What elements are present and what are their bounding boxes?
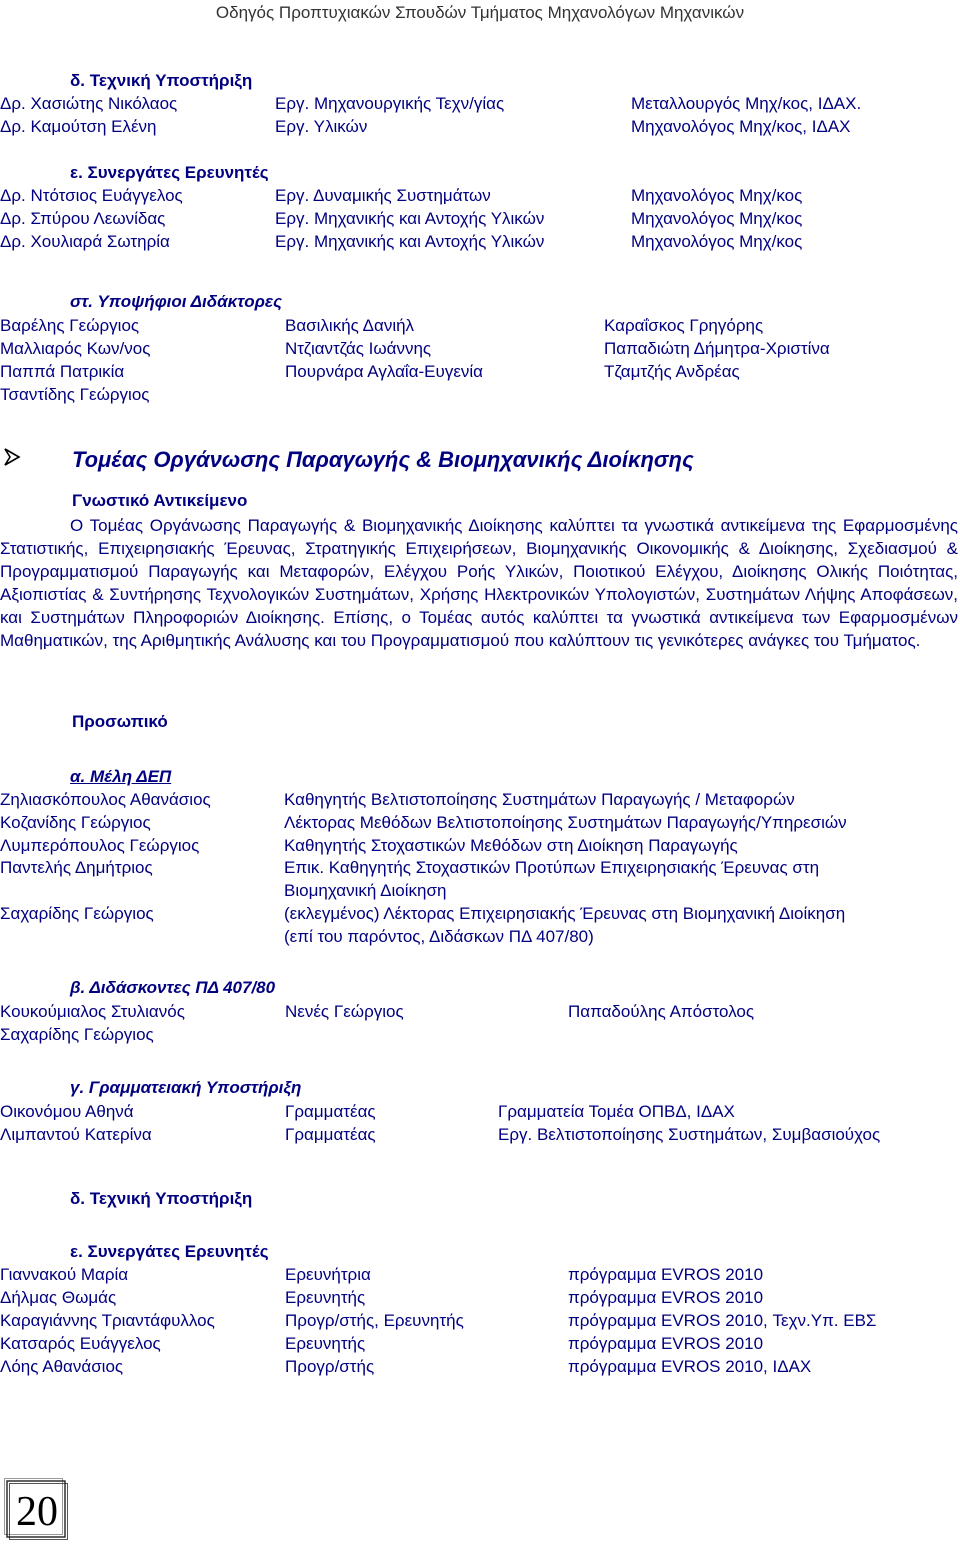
researcher-name: Καραγιάννης Τριαντάφυλλος xyxy=(0,1311,215,1330)
researcher-name: Δήλμας Θωμάς xyxy=(0,1288,117,1307)
researcher-role: Ερευνητής xyxy=(285,1288,366,1307)
phd-name: Βαρέλης Γεώργιος xyxy=(0,316,140,335)
dep-title-text: Βιομηχανική Διοίκηση xyxy=(284,881,447,900)
researcher-role: Προγρ/στής xyxy=(285,1357,375,1376)
phd-name: Τσαντίδης Γεώργιος xyxy=(0,385,150,404)
phd-name: Τζαμτζής Ανδρέας xyxy=(604,362,740,381)
phd-title: στ. Υποψήφιοι Διδάκτορες xyxy=(70,292,283,311)
dep-name: Παντελής Δημήτριος xyxy=(0,858,153,877)
arrow-bullet-icon xyxy=(2,447,22,467)
secretary-name: Λιμπαντού Κατερίνα xyxy=(0,1125,152,1144)
running-header: Οδηγός Προπτυχιακών Σπουδών Τμήματος Μηχανολόγων Μηχανικών xyxy=(215,3,745,22)
collab-row-role: Μηχανολόγος Μηχ/κος xyxy=(631,232,803,251)
scope-paragraph xyxy=(0,514,958,652)
phd-name: Παππά Πατρικία xyxy=(0,362,125,381)
phd-name: Πουρνάρα Αγλαΐα-Ευγενία xyxy=(285,362,483,381)
dep-name: Ζηλιασκόπουλος Αθανάσιος xyxy=(0,790,211,809)
secretary-name: Οικονόμου Αθηνά xyxy=(0,1102,134,1121)
phd-name: Μαλλιαρός Κων/νος xyxy=(0,339,151,358)
tech-row-lab: Εργ. Υλικών xyxy=(275,117,368,136)
pd-name: Νενές Γεώργιος xyxy=(285,1002,404,1021)
researcher-role: Ερευνητής xyxy=(285,1334,366,1353)
dep-title-text: (εκλεγμένος) Λέκτορας Επιχειρησιακής Έρευνας στη Βιομηχανική Διοίκηση xyxy=(284,904,846,923)
researcher-role: Προγρ/στής, Ερευνητής xyxy=(285,1311,464,1330)
phd-name: Ντζιαντζάς Ιωάννης xyxy=(285,339,432,358)
researcher-name: Γιαννακού Μαρία xyxy=(0,1265,129,1284)
dep-title-text: Καθηγητής Στοχαστικών Μεθόδων στη Διοίκηση Παραγωγής xyxy=(284,836,738,855)
collab-row-lab: Εργ. Δυναμικής Συστημάτων xyxy=(275,186,491,205)
scope-text: Ο Τομέας Οργάνωσης Παραγωγής & Βιομηχανικής Διοίκησης καλύπτει τα γνωστικά αντικείμενα της Εφαρμοσμένης Στατιστικής, Επιχειρησιακής Έρευνας, Στρατηγικής Επιχειρήσεων, Βιομηχανικής Οικονομικής & Διοίκησης, Σχεδιασμού & Προγραμματισμού Παραγωγής και Μεταφορών, Ελέγχου Ροής Υλικών, Ποιοτικού Ελέγχου, Διοίκησης Ολικής Ποιότητας, Αξιοπιστίας & Συντήρησης Τεχνολογικών Συστημάτων, Χρήσης Ηλεκτρονικών Υπολογιστών, Συστημάτων Λήψης Αποφάσεων, και Συστημάτων Πληροφοριών Διοίκησης. Επίσης, ο Τομέας αυτός καλύπτει τα γνωστικά αντικείμενα των Εφαρμοσμένων Μαθηματικών, της Αριθμητικής Ανάλυσης και του Προγραμματισμού που καλύπτουν τις γενικότερες ανάγκες του Τμήματος. xyxy=(0,516,958,650)
dep-title-text: Επικ. Καθηγητής Στοχαστικών Προτύπων Επιχειρησιακής Έρευνας στη xyxy=(284,858,820,877)
dep-title-text: (επί του παρόντος, Διδάσκων ΠΔ 407/80) xyxy=(284,927,594,946)
dep-title-text: Λέκτορας Μεθόδων Βελτιστοποίησης Συστημάτων Παραγωγής/Υπηρεσιών xyxy=(284,813,847,832)
collab-row-lab: Εργ. Μηχανικής και Αντοχής Υλικών xyxy=(275,209,545,228)
dep-title: α. Μέλη ΔΕΠ xyxy=(70,767,172,786)
pd-name: Παπαδούλης Απόστολος xyxy=(568,1002,755,1021)
tech-support-title: δ. Τεχνική Υποστήριξη xyxy=(70,71,253,90)
researcher-program: πρόγραμμα EVROS 2010 xyxy=(568,1265,764,1284)
tech-row-lab: Εργ. Μηχανουργικής Τεχν/γίας xyxy=(275,94,505,113)
phd-name: Καραΐσκος Γρηγόρης xyxy=(604,316,764,335)
collab-row-lab: Εργ. Μηχανικής και Αντοχής Υλικών xyxy=(275,232,545,251)
sector-tech-title: δ. Τεχνική Υποστήριξη xyxy=(70,1189,253,1208)
scope-heading: Γνωστικό Αντικείμενο xyxy=(72,491,248,510)
dep-name: Σαχαρίδης Γεώργιος xyxy=(0,904,154,923)
dep-name: Κοζανίδης Γεώργιος xyxy=(0,813,151,832)
secretary-role: Γραμματέας xyxy=(285,1125,376,1144)
researcher-program: πρόγραμμα EVROS 2010 xyxy=(568,1334,764,1353)
researcher-name: Λόης Αθανάσιος xyxy=(0,1357,124,1376)
collab-title: ε. Συνεργάτες Ερευνητές xyxy=(70,163,269,182)
secretary-role: Γραμματέας xyxy=(285,1102,376,1121)
phd-name: Παπαδιώτη Δήμητρα-Χριστίνα xyxy=(604,339,830,358)
pd-title: β. Διδάσκοντες ΠΔ 407/80 xyxy=(70,978,276,997)
dep-title-text: Καθηγητής Βελτιστοποίησης Συστημάτων Παραγωγής / Μεταφορών xyxy=(284,790,795,809)
page-number: 20 xyxy=(16,1489,58,1535)
researcher-program: πρόγραμμα EVROS 2010, ΙΔΑΧ xyxy=(568,1357,812,1376)
pd-name: Κουκούμιαλος Στυλιανός xyxy=(0,1002,185,1021)
staff-heading: Προσωπικό xyxy=(72,712,168,731)
tech-row-role: Μηχανολόγος Μηχ/κος, ΙΔΑΧ xyxy=(631,117,851,136)
researcher-program: πρόγραμμα EVROS 2010, Τεχν.Υπ. ΕΒΣ xyxy=(568,1311,877,1330)
researcher-name: Κατσαρός Ευάγγελος xyxy=(0,1334,161,1353)
tech-row-name: Δρ. Καμούτση Ελένη xyxy=(0,117,157,136)
pd-name: Σαχαρίδης Γεώργιος xyxy=(0,1025,154,1044)
researcher-program: πρόγραμμα EVROS 2010 xyxy=(568,1288,764,1307)
collab-row-role: Μηχανολόγος Μηχ/κος xyxy=(631,186,803,205)
sector-collab-title: ε. Συνεργάτες Ερευνητές xyxy=(70,1242,269,1261)
tech-row-role: Μεταλλουργός Μηχ/κος, ΙΔΑΧ. xyxy=(631,94,862,113)
collab-row-name: Δρ. Σπύρου Λεωνίδας xyxy=(0,209,166,228)
collab-row-role: Μηχανολόγος Μηχ/κος xyxy=(631,209,803,228)
phd-name: Βασιλικής Δανιήλ xyxy=(285,316,415,335)
secretary-title: γ. Γραμματειακή Υποστήριξη xyxy=(70,1078,302,1097)
secretary-unit: Εργ. Βελτιστοποίησης Συστημάτων, Συμβασιούχος xyxy=(498,1125,881,1144)
dep-name: Λυμπερόπουλος Γεώργιος xyxy=(0,836,200,855)
collab-row-name: Δρ. Χουλιαρά Σωτηρία xyxy=(0,232,170,251)
researcher-role: Ερευνήτρια xyxy=(285,1265,371,1284)
secretary-unit: Γραμματεία Τομέα ΟΠΒΔ, ΙΔΑΧ xyxy=(498,1102,735,1121)
sector-title: Τομέας Οργάνωσης Παραγωγής & Βιομηχανικής Διοίκησης xyxy=(72,447,694,472)
tech-row-name: Δρ. Χασιώτης Νικόλαος xyxy=(0,94,178,113)
collab-row-name: Δρ. Ντότσιος Ευάγγελος xyxy=(0,186,183,205)
